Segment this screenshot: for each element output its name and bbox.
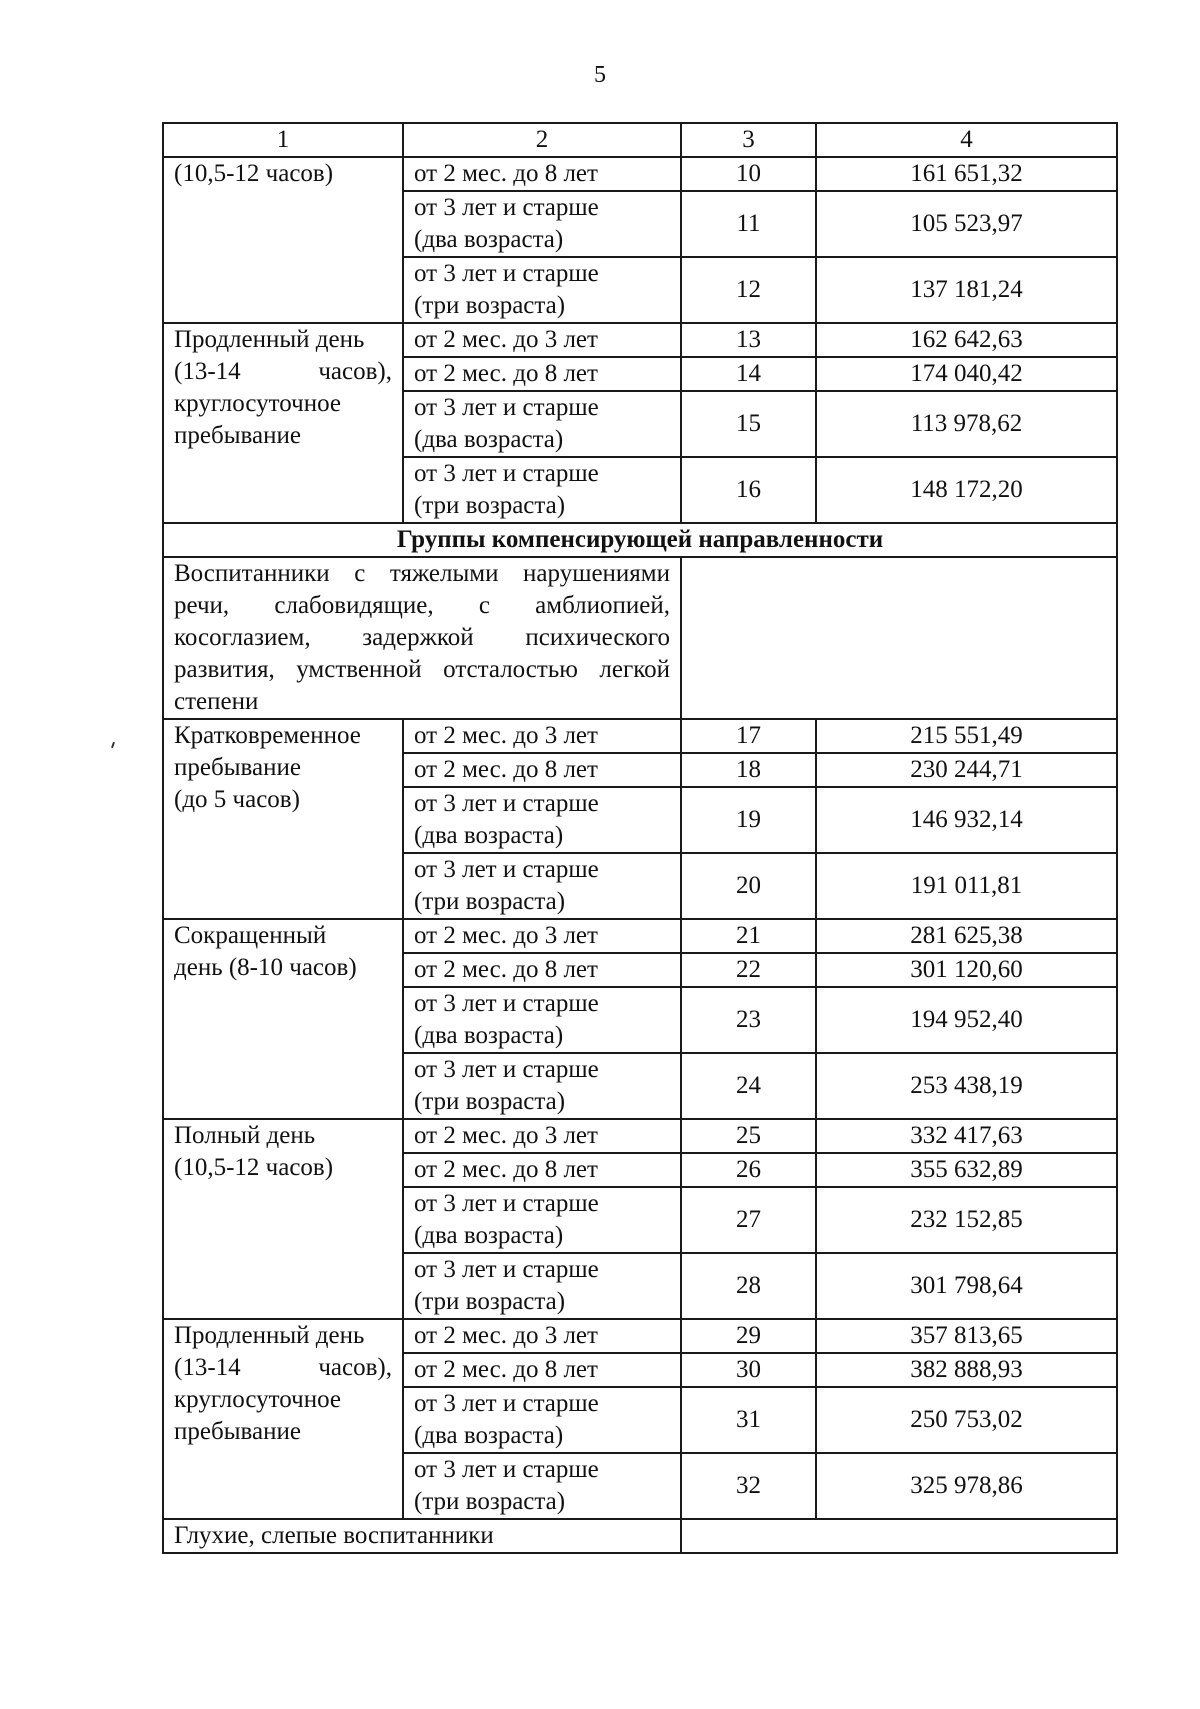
value-cell: 137 181,24 bbox=[816, 257, 1117, 323]
value-cell: 230 244,71 bbox=[816, 753, 1117, 787]
value-cell: 253 438,19 bbox=[816, 1053, 1117, 1119]
row-number: 17 bbox=[681, 719, 816, 753]
row-number: 15 bbox=[681, 391, 816, 457]
age-cell: от 3 лет и старше (три возраста) bbox=[403, 1453, 681, 1519]
value-cell: 174 040,42 bbox=[816, 357, 1117, 391]
value-cell: 325 978,86 bbox=[816, 1453, 1117, 1519]
age-cell: от 3 лет и старше (три возраста) bbox=[403, 457, 681, 523]
row-number: 29 bbox=[681, 1319, 816, 1353]
row-number: 23 bbox=[681, 987, 816, 1053]
value-cell: 161 651,32 bbox=[816, 157, 1117, 191]
row-number: 20 bbox=[681, 853, 816, 919]
value-cell: 105 523,97 bbox=[816, 191, 1117, 257]
age-cell: от 2 мес. до 3 лет bbox=[403, 323, 681, 357]
table-row bbox=[163, 157, 1117, 191]
table-row bbox=[163, 719, 1117, 753]
age-cell: от 3 лет и старше (три возраста) bbox=[403, 257, 681, 323]
row-number: 25 bbox=[681, 1119, 816, 1153]
age-cell: от 2 мес. до 8 лет bbox=[403, 753, 681, 787]
value-cell: 301 120,60 bbox=[816, 953, 1117, 987]
empty-cell bbox=[681, 1519, 1117, 1553]
table-row bbox=[163, 323, 1117, 357]
value-cell: 355 632,89 bbox=[816, 1153, 1117, 1187]
header-col-3: 3 bbox=[681, 123, 816, 157]
description-row bbox=[163, 557, 1117, 719]
scan-mark bbox=[111, 742, 115, 748]
age-cell: от 2 мес. до 3 лет bbox=[403, 719, 681, 753]
value-cell: 146 932,14 bbox=[816, 787, 1117, 853]
row-number: 11 bbox=[681, 191, 816, 257]
description-text: Воспитанники с тяжелыми нарушениями речи, слабовидящие, с амблиопией, косоглазием, задержкой психического развития, умственной отсталостью легкой степени bbox=[163, 557, 681, 719]
age-cell: от 3 лет и старше (два возраста) bbox=[403, 191, 681, 257]
last-row-label: Глухие, слепые воспитанники bbox=[163, 1519, 681, 1553]
value-cell: 382 888,93 bbox=[816, 1353, 1117, 1387]
row-number: 24 bbox=[681, 1053, 816, 1119]
row-number: 13 bbox=[681, 323, 816, 357]
value-cell: 281 625,38 bbox=[816, 919, 1117, 953]
row-number: 30 bbox=[681, 1353, 816, 1387]
row-number: 28 bbox=[681, 1253, 816, 1319]
age-cell: от 2 мес. до 8 лет bbox=[403, 157, 681, 191]
table-row bbox=[163, 919, 1117, 953]
row-number: 14 bbox=[681, 357, 816, 391]
table-row bbox=[163, 1319, 1117, 1353]
age-cell: от 2 мес. до 3 лет bbox=[403, 919, 681, 953]
age-cell: от 3 лет и старше (три возраста) bbox=[403, 853, 681, 919]
table-row bbox=[163, 1519, 1117, 1553]
age-cell: от 3 лет и старше (два возраста) bbox=[403, 1387, 681, 1453]
age-cell: от 2 мес. до 8 лет bbox=[403, 1353, 681, 1387]
age-cell: от 3 лет и старше (три возраста) bbox=[403, 1253, 681, 1319]
value-cell: 232 152,85 bbox=[816, 1187, 1117, 1253]
row-number: 22 bbox=[681, 953, 816, 987]
value-cell: 148 172,20 bbox=[816, 457, 1117, 523]
row-number: 10 bbox=[681, 157, 816, 191]
value-cell: 191 011,81 bbox=[816, 853, 1117, 919]
age-cell: от 3 лет и старше (два возраста) bbox=[403, 391, 681, 457]
row-number: 31 bbox=[681, 1387, 816, 1453]
age-cell: от 3 лет и старше (два возраста) bbox=[403, 787, 681, 853]
table-row bbox=[163, 1119, 1117, 1153]
age-cell: от 2 мес. до 3 лет bbox=[403, 1119, 681, 1153]
value-cell: 113 978,62 bbox=[816, 391, 1117, 457]
tariff-table bbox=[162, 122, 1118, 1554]
empty-cell bbox=[681, 557, 1117, 719]
value-cell: 301 798,64 bbox=[816, 1253, 1117, 1319]
section-title: Группы компенсирующей направленности bbox=[163, 523, 1117, 557]
value-cell: 250 753,02 bbox=[816, 1387, 1117, 1453]
value-cell: 215 551,49 bbox=[816, 719, 1117, 753]
value-cell: 162 642,63 bbox=[816, 323, 1117, 357]
group-label: Продленный день (13-14 часов), круглосуточное пребывание bbox=[163, 1319, 403, 1519]
row-number: 12 bbox=[681, 257, 816, 323]
header-col-2: 2 bbox=[403, 123, 681, 157]
group-label: Сокращенный день (8-10 часов) bbox=[163, 919, 403, 1119]
row-number: 18 bbox=[681, 753, 816, 787]
page-number: 5 bbox=[594, 62, 606, 88]
age-cell: от 2 мес. до 8 лет bbox=[403, 357, 681, 391]
value-cell: 357 813,65 bbox=[816, 1319, 1117, 1353]
age-cell: от 3 лет и старше (три возраста) bbox=[403, 1053, 681, 1119]
row-number: 21 bbox=[681, 919, 816, 953]
age-cell: от 3 лет и старше (два возраста) bbox=[403, 1187, 681, 1253]
age-cell: от 2 мес. до 8 лет bbox=[403, 953, 681, 987]
row-number: 19 bbox=[681, 787, 816, 853]
row-number: 32 bbox=[681, 1453, 816, 1519]
group-label: Полный день (10,5-12 часов) bbox=[163, 1119, 403, 1319]
group-label: (10,5-12 часов) bbox=[163, 157, 403, 323]
row-number: 16 bbox=[681, 457, 816, 523]
group-label: Продленный день (13-14 часов), круглосуточное пребывание bbox=[163, 323, 403, 523]
age-cell: от 2 мес. до 3 лет bbox=[403, 1319, 681, 1353]
section-row bbox=[163, 523, 1117, 557]
row-number: 26 bbox=[681, 1153, 816, 1187]
age-cell: от 2 мес. до 8 лет bbox=[403, 1153, 681, 1187]
value-cell: 332 417,63 bbox=[816, 1119, 1117, 1153]
row-number: 27 bbox=[681, 1187, 816, 1253]
header-col-4: 4 bbox=[816, 123, 1117, 157]
group-label: Кратковременное пребывание (до 5 часов) bbox=[163, 719, 403, 919]
value-cell: 194 952,40 bbox=[816, 987, 1117, 1053]
header-row bbox=[163, 123, 1117, 157]
age-cell: от 3 лет и старше (два возраста) bbox=[403, 987, 681, 1053]
header-col-1: 1 bbox=[163, 123, 403, 157]
